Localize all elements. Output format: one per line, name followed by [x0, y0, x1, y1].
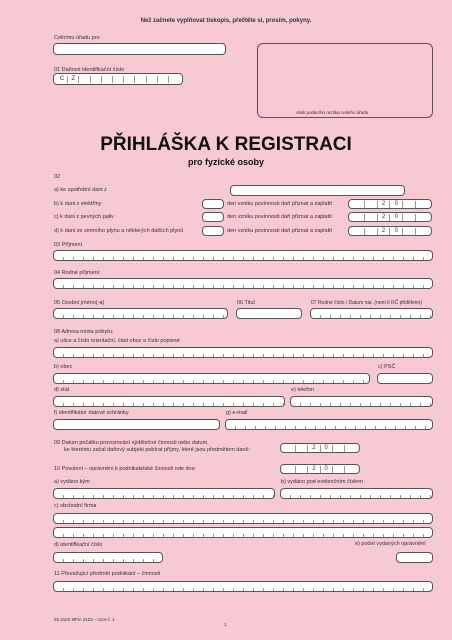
- address-label: 08 Adresa místa pobytu:: [54, 329, 114, 335]
- date-cell: [403, 214, 416, 221]
- date-cell: 0: [321, 445, 333, 452]
- activity-start-date-field[interactable]: [280, 443, 360, 453]
- date-cell: [365, 201, 378, 208]
- databox-label: f) identifikátor datové schránky: [54, 410, 129, 416]
- page-number: 1: [224, 622, 227, 627]
- form-subtitle: pro fyzické osoby: [187, 157, 265, 167]
- date-cell: 2: [378, 214, 391, 221]
- date-cell: 0: [321, 466, 333, 473]
- company-id-label: d) identifikační číslo: [54, 542, 103, 548]
- date-cell: [365, 228, 378, 235]
- date-cell: [296, 445, 308, 452]
- solid-fuel-date-field[interactable]: [348, 212, 432, 222]
- date-cell: 2: [308, 466, 320, 473]
- tax-id-cell: [147, 76, 158, 83]
- tax-id-label: 01 Daňové identifikační číslo: [54, 67, 125, 73]
- tax-id-cell: [79, 76, 90, 83]
- date-cell: [365, 214, 378, 221]
- tax-id-cell: [124, 76, 135, 83]
- tax-id-cell: [158, 76, 169, 83]
- activity-start-label: 09 Datum počátku provozování výdělečné činnosti nebo datum,: [54, 440, 209, 446]
- title-label: 06 Titul: [237, 300, 255, 306]
- section-02-number: 02: [54, 174, 61, 180]
- office-field[interactable]: [53, 43, 226, 55]
- tax-id-cell: [91, 76, 102, 83]
- email-field[interactable]: [225, 419, 433, 430]
- date-cell: [352, 214, 365, 221]
- date-cell: 0: [390, 214, 403, 221]
- birth-number-label: 07 Rodné číslo / Datum nar. (není-li RČ přiděleno): [311, 300, 422, 306]
- birth-surname-field[interactable]: [53, 278, 433, 289]
- company-name-label: c) obchodní firma: [54, 503, 97, 509]
- date-cell: [352, 228, 365, 235]
- birth-surname-label: 04 Rodné příjmení: [54, 270, 100, 276]
- licenses-count-label: e) počet vydaných oprávnění: [355, 541, 426, 547]
- email-label: g) e-mail: [226, 410, 248, 416]
- licenses-count-field[interactable]: [396, 552, 433, 563]
- date-cell: 2: [378, 201, 391, 208]
- main-activity-label: 11 Převažující předmět podnikání – činnosti: [54, 571, 161, 577]
- date-cell: [403, 228, 416, 235]
- excise-field[interactable]: [230, 185, 405, 196]
- state-label: d) stát: [54, 387, 70, 393]
- city-label: b) obec: [54, 364, 73, 370]
- office-label: Celnímu úřadu pro: [54, 35, 100, 41]
- date-cell: 2: [378, 228, 391, 235]
- zip-field[interactable]: [377, 373, 433, 384]
- date-cell: [333, 445, 345, 452]
- company-name-field[interactable]: [53, 513, 433, 524]
- electricity-checkbox[interactable]: [202, 199, 224, 209]
- date-cell: [345, 466, 356, 473]
- date-cell: [284, 445, 296, 452]
- solid-fuel-checkbox[interactable]: [202, 212, 224, 222]
- date-cell: [352, 201, 365, 208]
- date-cell: [296, 466, 308, 473]
- license-date-field[interactable]: [280, 464, 360, 474]
- company-id-field[interactable]: [53, 552, 163, 563]
- reg-number-field[interactable]: [280, 488, 433, 499]
- phone-label: e) telefon: [291, 387, 314, 393]
- tax-id-cell: [113, 76, 124, 83]
- issued-by-field[interactable]: [53, 488, 275, 499]
- date-cell: [403, 201, 416, 208]
- date-cell: [416, 228, 428, 235]
- company-name-field-2[interactable]: [53, 527, 433, 538]
- issued-by-label: a) vydáno kým: [54, 479, 90, 485]
- solid-fuel-label: c) k dani z pevných paliv: [54, 214, 114, 220]
- tax-id-cell: Z: [68, 76, 79, 83]
- phone-field[interactable]: [290, 396, 433, 407]
- form-title: PŘIHLÁŠKA K REGISTRACI: [100, 134, 352, 155]
- stamp-area: [257, 43, 433, 118]
- date-cell: [333, 466, 345, 473]
- surname-label: 03 Příjmení: [54, 242, 83, 248]
- gas-checkbox[interactable]: [202, 226, 224, 236]
- date-cell: [416, 201, 428, 208]
- gas-date-field[interactable]: [348, 226, 432, 236]
- gas-duty-label: den vzniku povinnosti daň přiznat a zaplatit: [227, 228, 332, 234]
- tax-id-cell: [169, 76, 179, 83]
- first-name-field[interactable]: [53, 308, 228, 319]
- zip-label: c) PSČ: [378, 364, 396, 370]
- title-field[interactable]: [236, 308, 302, 319]
- date-cell: [416, 214, 428, 221]
- tax-id-cell: [135, 76, 146, 83]
- electricity-label: b) k dani z elektřiny: [54, 201, 102, 207]
- electricity-date-field[interactable]: [348, 199, 432, 209]
- date-cell: 0: [390, 201, 403, 208]
- activity-start-label-2: ke kterému začal daňový subjekt pobírat příjmy, které jsou předmětem daně:: [64, 447, 251, 453]
- form-code: 25 3102 MFin 3102 – vzor č. 1: [54, 617, 115, 622]
- date-cell: [284, 466, 296, 473]
- surname-field[interactable]: [53, 250, 433, 261]
- stamp-caption: otisk podacího razítka celního úřadu: [296, 110, 369, 115]
- license-label: 10 Povolení – oprávnění k podnikatelské činnosti ode dne:: [54, 466, 197, 472]
- street-label: a) ulice a číslo orientační, část obce a číslo popisné: [54, 338, 180, 344]
- main-activity-field[interactable]: [53, 581, 433, 592]
- tax-id-field[interactable]: [53, 73, 183, 85]
- date-cell: 0: [390, 228, 403, 235]
- birth-number-field[interactable]: [310, 308, 433, 319]
- tax-id-cell: [102, 76, 113, 83]
- first-name-label: 05 Osobní jméno(-a): [54, 300, 105, 306]
- street-field[interactable]: [53, 347, 433, 358]
- databox-field[interactable]: [53, 419, 220, 430]
- tax-id-cell: C: [57, 76, 68, 83]
- date-cell: 2: [308, 445, 320, 452]
- gas-label: d) k dani ze zemního plynu a některých dalších plynů: [54, 228, 184, 234]
- city-field[interactable]: [53, 373, 370, 384]
- excise-label: a) ke spotřební dani z: [54, 187, 107, 193]
- reg-number-label: b) vydáno pod evidenčním číslem: [281, 479, 363, 485]
- solid-fuel-duty-label: den vzniku povinnosti daň přiznat a zaplatit: [227, 214, 332, 220]
- date-cell: [345, 445, 356, 452]
- instruction-text: Než začnete vyplňovat tiskopis, přečtěte si, prosím, pokyny.: [140, 18, 312, 24]
- state-field[interactable]: [53, 396, 285, 407]
- electricity-duty-label: den vzniku povinnosti daň přiznat a zaplatit: [227, 201, 332, 207]
